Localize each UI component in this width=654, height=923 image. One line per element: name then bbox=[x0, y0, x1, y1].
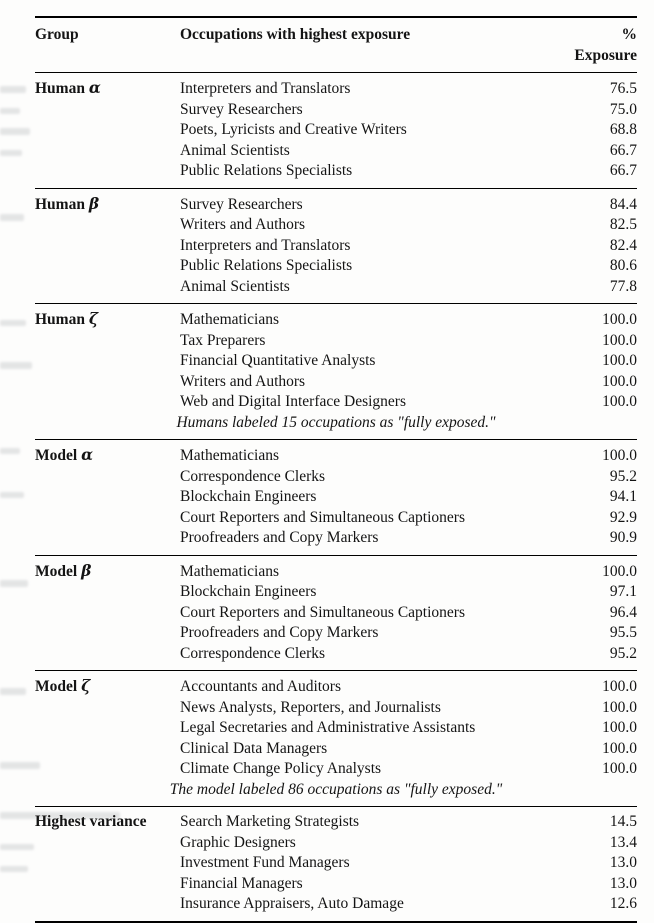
group-name: Human bbox=[35, 311, 85, 328]
scan-artifact bbox=[0, 150, 22, 156]
exposure-cell: 100.0 bbox=[602, 739, 637, 757]
exposure-cell: 80.6 bbox=[609, 257, 637, 274]
exposure-cell: 94.1 bbox=[609, 488, 637, 505]
table-section bbox=[35, 73, 637, 189]
group-symbol: ζ bbox=[81, 676, 91, 695]
occupation-cell: Search Marketing Strategists bbox=[180, 813, 360, 830]
table-row bbox=[35, 331, 637, 352]
occupation-cell: Insurance Appraisers, Auto Damage bbox=[180, 895, 404, 912]
group-name: Highest variance bbox=[35, 813, 147, 830]
occupation-cell: Animal Scientists bbox=[180, 277, 290, 295]
occupation-cell: Accountants and Auditors bbox=[180, 678, 342, 695]
exposure-cell: 95.2 bbox=[609, 467, 637, 485]
occupation-cell: Correspondence Clerks bbox=[180, 644, 326, 662]
exposure-cell: 100.0 bbox=[602, 352, 637, 369]
group-symbol: β bbox=[88, 193, 100, 213]
occupation-cell: News Analysts, Reporters, and Journalists bbox=[180, 698, 441, 716]
table-section bbox=[35, 304, 637, 440]
table-row bbox=[35, 100, 637, 121]
occupation-cell: Climate Change Policy Analysts bbox=[180, 760, 382, 777]
exposure-cell: 100.0 bbox=[602, 719, 637, 736]
table-row bbox=[35, 141, 637, 162]
exposure-cell: 68.8 bbox=[609, 121, 637, 138]
group-cell bbox=[35, 812, 180, 833]
group-name: Human bbox=[35, 80, 85, 97]
exposure-cell: 13.0 bbox=[609, 874, 637, 892]
occupation-cell: Public Relations Specialists bbox=[180, 257, 353, 274]
occupation-cell: Interpreters and Translators bbox=[180, 236, 351, 254]
table-row bbox=[35, 623, 637, 644]
table-row bbox=[35, 853, 637, 874]
scan-artifact bbox=[0, 688, 26, 695]
header-group: Group bbox=[35, 26, 79, 43]
occupation-cell: Blockchain Engineers bbox=[180, 583, 317, 600]
group-name: Model bbox=[35, 447, 78, 464]
occupation-cell: Interpreters and Translators bbox=[180, 80, 351, 97]
exposure-cell: 84.4 bbox=[609, 195, 637, 213]
table-row bbox=[35, 759, 637, 780]
table-row bbox=[35, 894, 637, 915]
group-symbol: β bbox=[81, 560, 92, 580]
exposure-cell: 82.4 bbox=[609, 236, 637, 254]
occupation-cell: Financial Managers bbox=[180, 874, 303, 892]
scan-artifact bbox=[0, 866, 28, 872]
occupation-cell: Correspondence Clerks bbox=[180, 467, 326, 485]
table-header-row bbox=[35, 18, 637, 73]
group-name: Human bbox=[35, 195, 85, 213]
exposure-cell: 66.7 bbox=[609, 141, 637, 159]
table-row bbox=[35, 874, 637, 895]
exposure-cell: 14.5 bbox=[609, 813, 637, 830]
occupation-cell: Animal Scientists bbox=[180, 141, 290, 159]
table-row bbox=[35, 194, 637, 216]
occupation-cell: Writers and Authors bbox=[180, 216, 306, 233]
occupation-cell: Public Relations Specialists bbox=[180, 162, 353, 179]
group-cell bbox=[35, 445, 180, 467]
table-row bbox=[35, 739, 637, 760]
table-section bbox=[35, 807, 637, 923]
occupation-cell: Proofreaders and Copy Markers bbox=[180, 624, 379, 641]
table-sections bbox=[35, 73, 637, 923]
occupation-cell: Survey Researchers bbox=[180, 100, 303, 118]
scan-artifact bbox=[0, 448, 20, 454]
exposure-cell: 13.0 bbox=[609, 854, 637, 871]
table-row bbox=[35, 676, 637, 698]
occupation-cell: Legal Secretaries and Administrative Assistants bbox=[180, 719, 476, 736]
exposure-cell: 12.6 bbox=[609, 895, 637, 912]
exposure-cell: 92.9 bbox=[609, 508, 637, 526]
occupation-cell: Graphic Designers bbox=[180, 833, 296, 851]
occupation-cell: Investment Fund Managers bbox=[180, 854, 350, 871]
occupation-cell: Clinical Data Managers bbox=[180, 739, 328, 757]
exposure-cell: 100.0 bbox=[602, 678, 637, 695]
table-row bbox=[35, 372, 637, 393]
exposure-cell: 77.8 bbox=[609, 277, 637, 295]
group-cell bbox=[35, 194, 180, 216]
occupation-cell: Writers and Authors bbox=[180, 372, 306, 390]
occupation-cell: Court Reporters and Simultaneous Captioners bbox=[180, 508, 465, 526]
scan-artifact bbox=[0, 108, 20, 114]
scan-artifact bbox=[0, 762, 40, 769]
table-section bbox=[35, 671, 637, 807]
table-section bbox=[35, 556, 637, 672]
scan-artifact bbox=[0, 362, 32, 369]
table-row bbox=[35, 215, 637, 236]
exposure-cell: 100.0 bbox=[602, 311, 637, 328]
occupation-cell: Web and Digital Interface Designers bbox=[180, 393, 406, 410]
exposure-cell: 13.4 bbox=[609, 833, 637, 851]
occupation-cell: Survey Researchers bbox=[180, 195, 303, 213]
exposure-cell: 90.9 bbox=[609, 529, 637, 546]
exposure-cell: 75.0 bbox=[609, 100, 637, 118]
occupation-cell: Blockchain Engineers bbox=[180, 488, 317, 505]
exposure-cell: 76.5 bbox=[609, 80, 637, 97]
table-row bbox=[35, 718, 637, 739]
table-row bbox=[35, 120, 637, 141]
group-symbol: α bbox=[88, 78, 101, 97]
scan-artifact bbox=[0, 320, 26, 326]
group-cell bbox=[35, 676, 180, 698]
table-row bbox=[35, 833, 637, 854]
exposure-cell: 100.0 bbox=[602, 372, 637, 390]
occupation-cell: Mathematicians bbox=[180, 311, 279, 328]
exposure-cell: 95.5 bbox=[609, 624, 637, 641]
scan-artifact bbox=[0, 128, 30, 135]
exposure-table bbox=[35, 16, 637, 923]
exposure-cell: 97.1 bbox=[609, 583, 637, 600]
scan-artifact bbox=[0, 214, 24, 221]
exposure-cell: 66.7 bbox=[609, 162, 637, 179]
table-row bbox=[35, 236, 637, 257]
group-symbol: ζ bbox=[88, 309, 99, 328]
group-name: Model bbox=[35, 678, 78, 695]
group-cell bbox=[35, 78, 180, 100]
table-row bbox=[35, 644, 637, 665]
exposure-cell: 100.0 bbox=[602, 698, 637, 716]
scan-artifact bbox=[0, 86, 26, 93]
table-row bbox=[35, 78, 637, 100]
table-row bbox=[35, 392, 637, 413]
exposure-cell: 100.0 bbox=[602, 331, 637, 349]
table-row bbox=[35, 351, 637, 372]
occupation-cell: Financial Quantitative Analysts bbox=[180, 352, 376, 369]
exposure-cell: 82.5 bbox=[609, 216, 637, 233]
table-row bbox=[35, 445, 637, 467]
group-name: Model bbox=[35, 562, 78, 580]
occupation-cell: Mathematicians bbox=[180, 447, 279, 464]
exposure-cell: 100.0 bbox=[602, 447, 637, 464]
table-row bbox=[35, 561, 637, 583]
group-symbol: α bbox=[81, 445, 93, 464]
group-cell bbox=[35, 309, 180, 331]
exposure-cell: 96.4 bbox=[609, 603, 637, 621]
table-row bbox=[35, 698, 637, 719]
occupation-cell: Mathematicians bbox=[180, 562, 279, 580]
table-row bbox=[35, 508, 637, 529]
scan-artifact bbox=[0, 580, 28, 587]
section-note: Humans labeled 15 occupations as "fully exposed." bbox=[176, 413, 496, 431]
occupation-cell: Poets, Lyricists and Creative Writers bbox=[180, 121, 407, 138]
table-row bbox=[35, 256, 637, 277]
scan-artifact bbox=[0, 492, 24, 498]
header-occupation: Occupations with highest exposure bbox=[180, 26, 411, 43]
table-row bbox=[35, 277, 637, 298]
table-row bbox=[35, 582, 637, 603]
section-note: The model labeled 86 occupations as "fully exposed." bbox=[169, 780, 503, 798]
scan-artifact bbox=[0, 844, 34, 850]
group-cell bbox=[35, 561, 180, 583]
table-row bbox=[35, 161, 637, 182]
exposure-cell: 100.0 bbox=[602, 760, 637, 777]
occupation-cell: Proofreaders and Copy Markers bbox=[180, 529, 379, 546]
table-section bbox=[35, 189, 637, 305]
exposure-cell: 95.2 bbox=[609, 644, 637, 662]
table-row bbox=[35, 603, 637, 624]
exposure-cell: 100.0 bbox=[602, 393, 637, 410]
table-section bbox=[35, 440, 637, 556]
exposure-cell: 100.0 bbox=[602, 562, 637, 580]
table-row bbox=[35, 528, 637, 549]
table-row bbox=[35, 467, 637, 488]
table-row bbox=[35, 487, 637, 508]
occupation-cell: Court Reporters and Simultaneous Captioners bbox=[180, 603, 465, 621]
table-row bbox=[35, 812, 637, 833]
table-row bbox=[35, 309, 637, 331]
occupation-cell: Tax Preparers bbox=[180, 331, 266, 349]
header-exposure: % Exposure bbox=[574, 26, 637, 64]
